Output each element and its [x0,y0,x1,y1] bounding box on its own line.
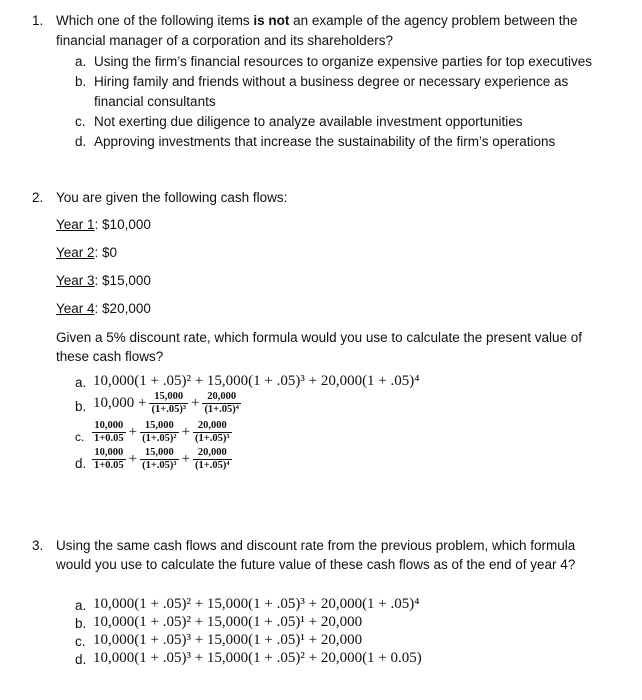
q2-option-c-fraction-3: $\frac{20,000}{\text{(1+.05)³}}$ [195,420,230,444]
q1-option-d-letter: d. [75,134,87,149]
q3-option-c-letter: c. [75,634,86,649]
q2-option-b-formula: 10,000 + $\frac{15,000}{\text{(1+.05)³}}$ + $\frac{20,000}{\text{(1+.05)⁴}}$ [93,391,239,415]
cash-flow-year-3: Year 3: $15,000 [56,273,151,288]
cash-flow-year-1: Year 1: $10,000 [56,217,151,232]
q1-option-b-text-line1: Hiring family and friends without a business degree or necessary experience as [94,74,569,89]
q3-option-b-formula: 10,000(1 + .05)² + 15,000(1 + .05)¹ + 20,000 [93,614,363,630]
q3-option-b-letter: b. [75,616,87,631]
q1-option-b-text-line2: financial consultants [94,94,216,109]
q2-option-b-fraction-2: $\frac{20,000}{\text{(1+.05)⁴}}$ [204,391,239,415]
q1-stem-line1: Which one of the following items is not an example of the agency problem between the [56,13,578,28]
q2-option-b-letter: b. [75,399,87,414]
q3-option-d-formula: 10,000(1 + .05)³ + 15,000(1 + .05)² + 20,000(1 + 0.05) [93,650,422,666]
q3-stem-line2: would you use to calculate the future value of these cash flows as of the end of year 4? [56,557,576,572]
q2-option-c-fraction-1: $\frac{10,000}{1+0.05}$ [94,420,124,444]
q2-option-c-formula: $\frac{10,000}{1+0.05}$ + $\frac{15,000}{\text{(1+.05)²}}$ + $\frac{20,000}{\text{(1+.05)³}}$ [94,420,230,444]
q3-number: 3. [32,538,44,553]
q2-intro: You are given the following cash flows: [56,190,288,205]
q1-option-a-text: Using the firm’s financial resources to organize expensive parties for top executives [94,54,592,69]
q3-stem-line1: Using the same cash flows and discount rate from the previous problem, which formula [56,538,576,553]
q1-option-d-text: Approving investments that increase the sustainability of the firm’s operations [94,134,556,149]
cash-flow-year-2: Year 2: $0 [56,245,118,260]
q3-option-a-formula: 10,000(1 + .05)² + 15,000(1 + .05)³ + 20,000(1 + .05)⁴ [93,596,420,612]
q2-option-a-formula: 10,000(1 + .05)² + 15,000(1 + .05)³ + 20,000(1 + .05)⁴ [93,373,420,389]
cash-flow-year-4: Year 4: $20,000 [56,301,151,316]
q2-option-b-lead: 10,000 + [93,395,147,411]
q2-option-d-formula: $\frac{10,000}{1+0.05}$ + $\frac{15,000}{\text{(1+.05)³}}$ + $\frac{20,000}{\text{(1+.05)⁴}}$ [94,447,230,471]
q2-option-a-letter: a. [75,375,87,390]
q2-option-b-fraction-1: $\frac{15,000}{\text{(1+.05)³}}$ [151,391,186,415]
q2-number: 2. [32,190,44,205]
q2-question-line2: these cash flows? [56,349,164,364]
q1-number: 1. [32,13,44,28]
q2-option-d-fraction-3: $\frac{20,000}{\text{(1+.05)⁴}}$ [195,447,230,471]
q2-option-c-letter: c. [75,430,85,444]
q2-option-d-letter: d. [75,456,87,471]
q1-stem-line2: financial manager of a corporation and its shareholders? [56,33,393,48]
q1-option-c-letter: c. [75,114,86,129]
q3-option-d-letter: d. [75,652,87,667]
q2-option-c-fraction-2: $\frac{15,000}{\text{(1+.05)²}}$ [142,420,177,444]
q1-option-b-letter: b. [75,74,87,89]
q1-option-c-text: Not exerting due diligence to analyze available investment opportunities [94,114,523,129]
q3-option-a-letter: a. [75,598,87,613]
q2-option-d-fraction-1: $\frac{10,000}{1+0.05}$ [94,447,124,471]
q3-option-c-formula: 10,000(1 + .05)³ + 15,000(1 + .05)¹ + 20,000 [93,632,363,648]
q2-question-line1: Given a 5% discount rate, which formula would you use to calculate the present value of [56,330,583,345]
q1-option-a-letter: a. [75,54,87,69]
q2-option-d-fraction-2: $\frac{15,000}{\text{(1+.05)³}}$ [142,447,177,471]
